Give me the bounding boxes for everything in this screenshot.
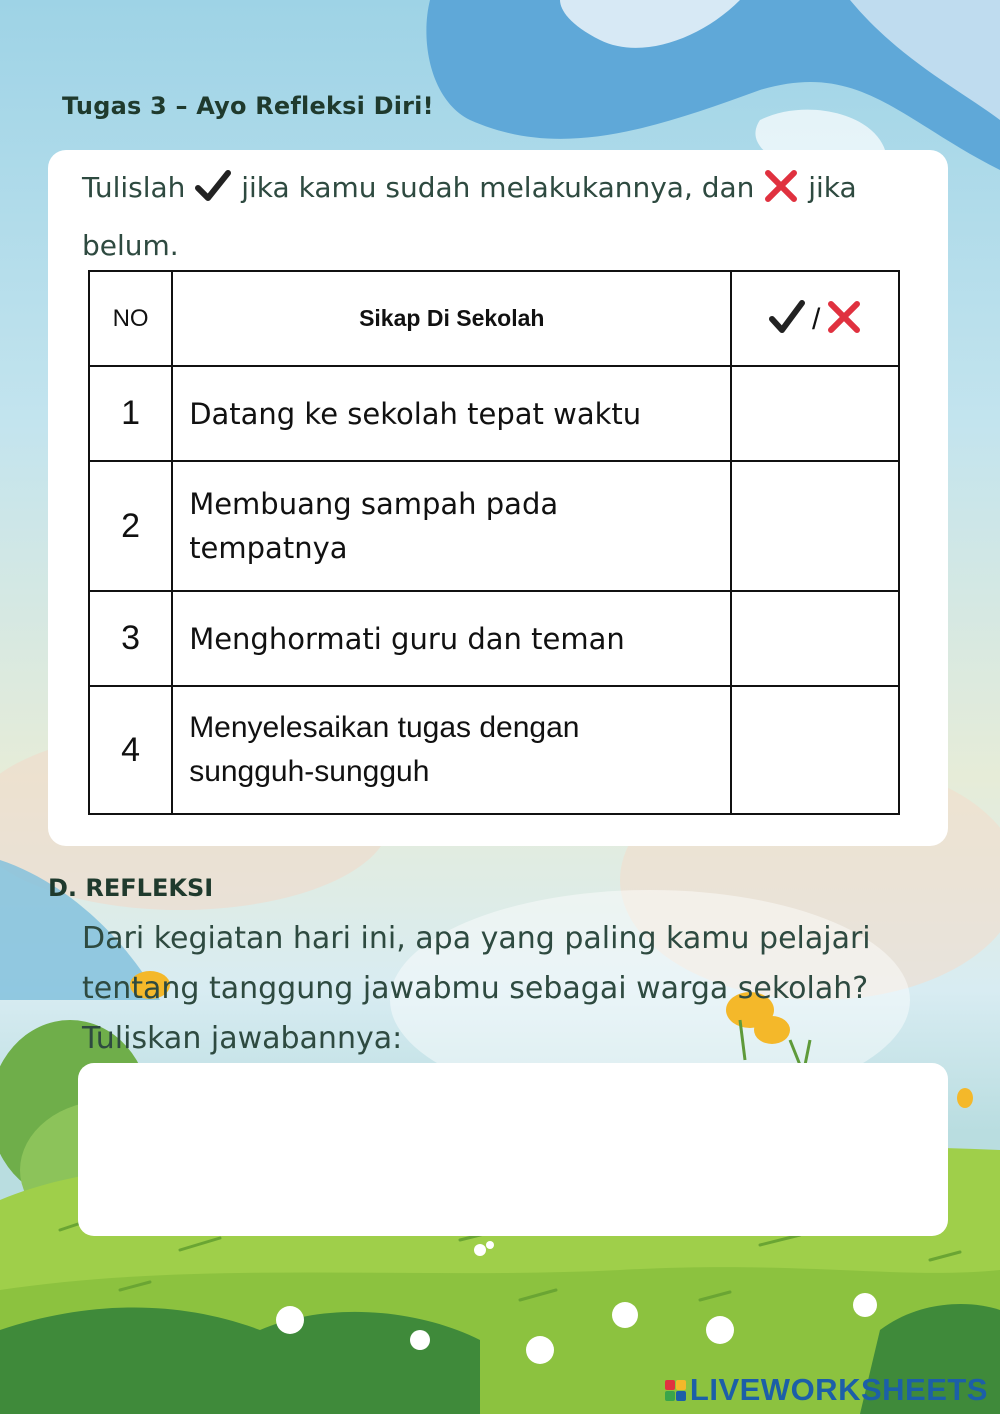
answer-cell[interactable] [731, 591, 899, 686]
table-row [89, 366, 899, 461]
section-title: D. REFLEKSI [48, 874, 214, 902]
brand-text: LIVEWORKSHEETS [689, 1372, 988, 1407]
row-sikap: Datang ke sekolah tepat waktu [172, 366, 731, 461]
row-no: 1 [89, 366, 172, 461]
brand-logo-icon [665, 1380, 686, 1401]
mark-separator: / [812, 302, 821, 336]
row-sikap: Menghormati guru dan teman [172, 591, 731, 686]
header-sikap: Sikap Di Sekolah [172, 271, 731, 366]
check-icon [194, 168, 232, 220]
cross-icon [826, 320, 862, 339]
instruction-part3: jika belum. [82, 171, 857, 262]
answer-cell[interactable] [731, 461, 899, 591]
cross-icon [763, 168, 799, 220]
instruction-part1: Tulislah [82, 171, 186, 204]
header-no: NO [89, 271, 172, 366]
task-title: Tugas 3 – Ayo Refleksi Diri! [62, 92, 434, 120]
table-row [89, 591, 899, 686]
table-row [89, 461, 899, 591]
row-no: 4 [89, 686, 172, 814]
instruction-text [82, 162, 922, 272]
row-no: 3 [89, 591, 172, 686]
brand-logo [665, 1372, 988, 1408]
instruction-part2: jika kamu sudah melakukannya, dan [241, 171, 755, 204]
table-header-row [89, 271, 899, 366]
check-icon [768, 320, 806, 339]
row-sikap: Menyelesaikan tugas dengan sungguh-sungguh [172, 686, 731, 814]
answer-cell[interactable] [731, 686, 899, 814]
header-mark [731, 271, 899, 366]
attitude-table [88, 270, 900, 815]
reflection-question: Dari kegiatan hari ini, apa yang paling kamu pelajari tentang tanggung jawabmu sebagai warga sekolah? Tuliskan jawabannya: [82, 921, 871, 1056]
row-no: 2 [89, 461, 172, 591]
row-sikap: Membuang sampah pada tempatnya [172, 461, 731, 591]
answer-cell[interactable] [731, 366, 899, 461]
answer-box[interactable] [78, 1063, 948, 1236]
table-row [89, 686, 899, 814]
